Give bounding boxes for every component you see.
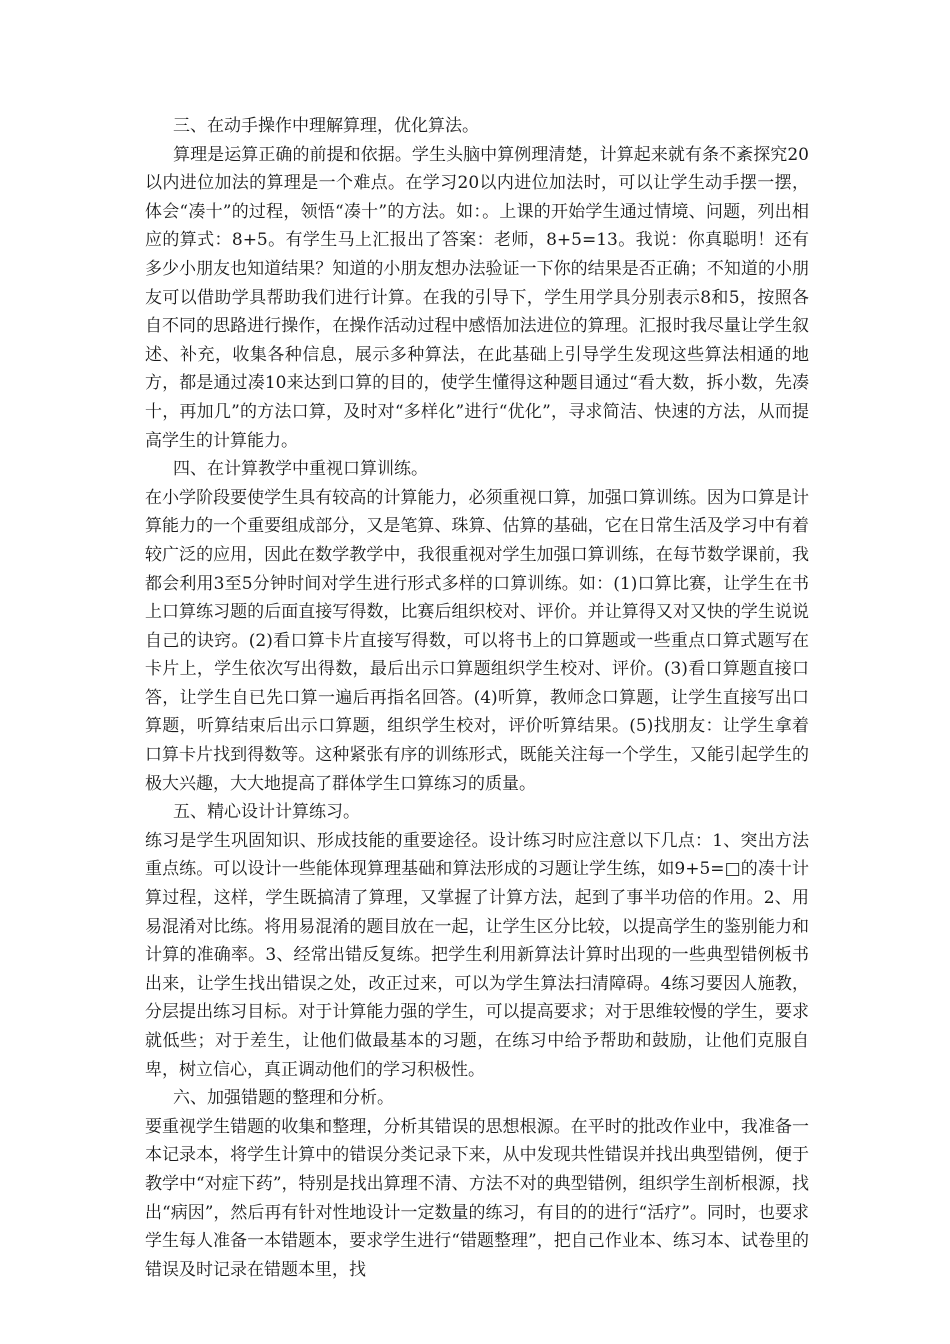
section-4-heading: 四、在计算教学中重视口算训练。 [173, 459, 428, 480]
section-6-heading: 六、加强错题的整理和分析。 [173, 1088, 394, 1109]
section-4-body: 在小学阶段要使学生具有较高的计算能力，必须重视口算，加强口算训练。因为口算是计算能力的一个重要组成部分，又是笔算、珠算、估算的基础，它在日常生活及学习中有着较广泛的应用，因此在数学教学中，我很重视对学生加强口算训练，在每节数学课前，我都会利用3至5分钟时间对学生进行形式多样的口算训练。如：(1)口算比赛，让学生在书上口算练习题的后面直接写得数，比赛后组织校对、评价。并让算得又对又快的学生说说自己的诀窍。(2)看口算卡片直接写得数，可以将书上的口算题或一些重点口算式题写在卡片上，学生依次写出得数，最后出示口算题组织学生校对、评价。(3)看口算题直接口答，让学生自已先口算一遍后再指名回答。(4)听算，教师念口算题，让学生直接写出口算题，听算结束后出示口算题，组织学生校对，评价听算结果。(5)找朋友：让学生拿着口算卡片找到得数等。这种紧张有序的训练形式，既能关注每一个学生，又能引起学生的极大兴趣，大大地提高了群体学生口算练习的质量。 [145, 487, 809, 794]
document-body [145, 112, 809, 1284]
section-5-body: 练习是学生巩固知识、形成技能的重要途径。设计练习时应注意以下几点：1、突出方法重点练。可以设计一些能体现算理基础和算法形成的习题让学生练，如9+5=□的凑十计算过程，这样，学生既搞清了算理，又掌握了计算方法，起到了事半功倍的作用。2、用易混淆对比练。将用易混淆的题目放在一起，让学生区分比较，以提高学生的鉴别能力和计算的准确率。3、经常出错反复练。把学生利用新算法计算时出现的一些典型错例板书出来，让学生找出错误之处，改正过来，可以为学生算法扫清障碍。4练习要因人施教，分层提出练习目标。对于计算能力强的学生，可以提高要求；对于思维较慢的学生，要求就低些；对于差生，让他们做最基本的习题，在练习中给予帮助和鼓励，让他们克服自卑，树立信心，真正调动他们的学习积极性。 [145, 830, 809, 1080]
section-6-body: 要重视学生错题的收集和整理，分析其错误的思想根源。在平时的批改作业中，我准备一本记录本，将学生计算中的错误分类记录下来，从中发现共性错误并找出典型错例，便于教学中“对症下药”，特别是找出算理不清、方法不对的典型错例，组织学生剖析根源，找出“病因”，然后再有针对性地设计一定数量的练习，有目的的进行“活疗”。同时，也要求学生每人准备一本错题本，要求学生进行“错题整理”，把自己作业本、练习本、试卷里的错误及时记录在错题本里，找 [145, 1116, 809, 1280]
section-3-body: 算理是运算正确的前提和依据。学生头脑中算例理清楚，计算起来就有条不紊探究20以内进位加法的算理是一个难点。在学习20以内进位加法时，可以让学生动手摆一摆，体会“凑十”的过程，领悟“凑十”的方法。如：。上课的开始学生通过情境、问题，列出相应的算式：8+5。有学生马上汇报出了答案：老师，8+5=13。我说：你真聪明！还有多少小朋友也知道结果？知道的小朋友想办法验证一下你的结果是否正确；不知道的小朋友可以借助学具帮助我们进行计算。在我的引导下，学生用学具分别表示8和5，按照各自不同的思路进行操作，在操作活动过程中感悟加法进位的算理。汇报时我尽量让学生叙述、补充，收集各种信息，展示多种算法，在此基础上引导学生发现这些算法相通的地方，都是通过凑10来达到口算的目的，使学生懂得这种题目通过“看大数，拆小数，先凑十，再加几”的方法口算，及时对“多样化”进行“优化”，寻求简洁、快速的方法，从而提高学生的计算能力。 [145, 144, 809, 451]
section-3-heading: 三、在动手操作中理解算理，优化算法。 [173, 116, 479, 136]
section-5-heading: 五、精心设计计算练习。 [173, 802, 360, 823]
